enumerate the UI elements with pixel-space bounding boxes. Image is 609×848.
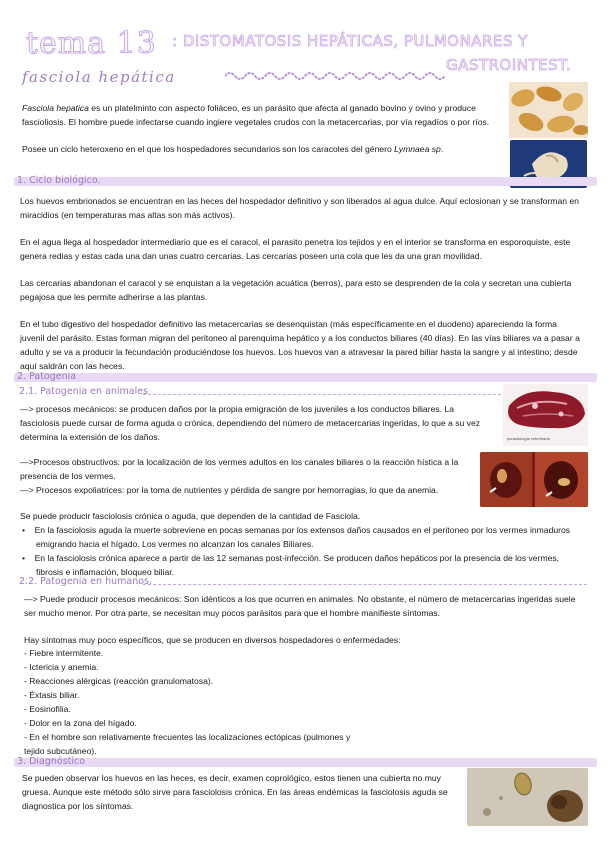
bile-duct-endoscopy-image	[480, 452, 588, 507]
list-item: - Eosinofilia.	[24, 704, 71, 714]
list-item: • En la fasciolosis aguda la muerte sobreviene en pocas semanas por los extensos daños causados en el peritoneo por los vermes inmaduros emigrando hacia el hígado. Los vermes no alcanzan los canales Biliares.	[22, 525, 571, 549]
intro-text-1: es un platelminto con aspecto foliáceo, es un parásito que afecta al ganado bovino y ovino y produce fascioliosis. El hombre puede infectarse cuando ingiere vegetales crudos con la metacercarias, por vía regadíos o por ríos.	[22, 103, 490, 127]
animales-paragraph-4: Se puede producir fasciolosis crónica o aguda, que dependen de la cantidad de Fasciola.	[20, 511, 361, 521]
image-caption: parasitología veterinaria	[507, 436, 550, 441]
diagnostico-paragraph: Se pueden observar los huevos en las heces, es decir, examen coprológico, estos tienen una cubierta no muy gruesa. Aunque este método sólo sirve para fasciolosis crónica. En las áreas endémicas la fasciolosis aguda se diagnostica por los síntomas.	[22, 773, 448, 811]
fasciola-specimens-image	[509, 82, 588, 138]
humanos-paragraph-1: —> Puede producir procesos mecánicos: Son idénticos a los que ocurren en animales. No obstante, el número de metacercarias ingeridas suele ser mucho menor. Por otra parte, se necesitan muy pocos parásitos para que el hombre manifieste síntomas.	[24, 594, 576, 618]
subsection-divider-humanos	[143, 584, 587, 585]
infected-liver-image	[503, 384, 588, 446]
ciclo-paragraph-4: En el tubo digestivo del hospedador definitivo las metacercarias se desenquistan (más específicamente en el duodeno) apareciendo la forma juvenil del parásito. Estas forman migran del peritoneo al parenquima hepático y a los conductos biliares (40 días). En las vías biliares va a pasar a adulto y se va a producir la fecundación produciéndose los huevos. Los huevos van a atravesar la pared biliar hasta la sangre y al intestino; desde aquí saldrán con las heces.	[20, 319, 580, 371]
ciclo-paragraph-2: En el agua llega al hospedador intermediario que es el caracol, el parasito penetra los tejidos y en el interior se transforma en esporoquiste, este genera redias y estas cada una dan unas cuatro cercarias. Las cercarias poseen una cola que les da una gran movilidad.	[20, 237, 571, 261]
list-item: - Reacciones alérgicas (reacción granulomatosa).	[24, 676, 214, 686]
list-item: - Éxtasis biliar.	[24, 690, 80, 700]
section-bar-ciclo	[14, 177, 597, 186]
list-item: • En la fasciolosis crónica aparece a partir de las 12 semanas post-infección. Se producen daños hepáticos por la presencia de los vermes, fibrosis e inflamación, bloqueo biliar.	[22, 553, 560, 577]
ciclo-paragraph-1: Los huevos embrionados se encuentran en las heces del hospedador definitivo y son liberados al agua dulce. Aquí eclosionan y se transforman en miracidios (en temperaturas mas altas son más activos).	[20, 196, 579, 220]
page-title: tema 13	[26, 26, 157, 61]
intro-paragraph-2	[22, 142, 492, 156]
list-item: - En el hombre son relativamente frecuentes las localizaciones ectópicas (pulmones y	[24, 732, 351, 742]
symptom-list	[24, 646, 544, 758]
subsection-divider-animales	[143, 394, 501, 395]
ciclo-paragraph-3: Las cercarias abandonan el caracol y se enquistan a la vegetación acuática (berros), para esto se desprenden de la cola y secretan una cubierta pegajosa que les permite adherirse a las plantas.	[20, 278, 572, 302]
list-item-text: En la fasciolosis crónica aparece a partir de las 12 semanas post-infección. Se producen daños hepáticos por la presencia de los vermes, fibrosis e inflamación, bloqueo biliar.	[34, 553, 560, 577]
page-title-line1: : DISTOMATOSIS HEPÁTICAS, PULMONARES Y	[172, 32, 528, 50]
section-bar-patogenia	[14, 373, 597, 382]
list-item-text: En la fasciolosis aguda la muerte sobreviene en pocas semanas por los extensos daños causados en el peritoneo por los vermes inmaduros emigrando hacia el hígado. Los vermes no alcanzan los canales Biliares.	[34, 525, 571, 549]
fasciola-egg-microscopy-image	[467, 768, 588, 826]
subsection-heading-animales: 2.1. Patogenia en animales	[19, 386, 149, 397]
intro-paragraph-1	[22, 101, 492, 129]
list-item: - Dolor en la zona del hígado.	[24, 718, 137, 728]
animales-paragraph-2: —>Procesos obstructivos: por la localización de los vermes adultos en los canales biliares o la reacción hística a la presencia de los vermes.	[20, 457, 459, 481]
subsection-heading-humanos: 2.2. Patogenia en humanos.	[19, 576, 152, 587]
section-bar-diagnostico	[14, 758, 597, 767]
animales-paragraph-3: —> Procesos expoliatrices: por la toma de nutrientes y pérdida de sangre por hemorragias, lo que da anemia.	[20, 485, 439, 495]
section-heading-ciclo: 1. Ciclo biológico.	[17, 175, 101, 186]
intro-text-2b: .	[440, 144, 444, 154]
genus-name: Lymnaea sp	[394, 144, 441, 154]
section-heading-diagnostico: 3. Diagnóstico	[17, 756, 86, 767]
section-heading-patogenia: 2. Patogenia	[17, 371, 77, 382]
animales-bullet-list	[22, 523, 587, 579]
humanos-paragraph-2: Hay síntomas muy poco específicos, que se producen en diversos hospedadores o enfermedades:	[24, 635, 401, 645]
page-subtitle: fasciola hepática	[22, 68, 176, 86]
animales-paragraph-1: —> procesos mecánicos: se producen daños por la propia emigración de los juveniles a los conductos biliares. La fasciolosis puede cursar de forma aguda o crónica, dependiendo del número de metacercarias ingeridas, lo que a su vez determina la extensión de los daños.	[20, 404, 481, 442]
page-title-line2: GASTROINTEST.	[446, 56, 572, 74]
list-item: - Ictericia y anemia.	[24, 662, 99, 672]
species-name: Fasciola hepatica	[22, 103, 89, 113]
list-item: - Fiebre intermitente.	[24, 648, 104, 658]
intro-text-2a: Posee un ciclo heteroxeno en el que los hospedadores secundarios son los caracoles del género	[22, 144, 395, 154]
list-item: tejido subcutáneo).	[24, 746, 97, 756]
